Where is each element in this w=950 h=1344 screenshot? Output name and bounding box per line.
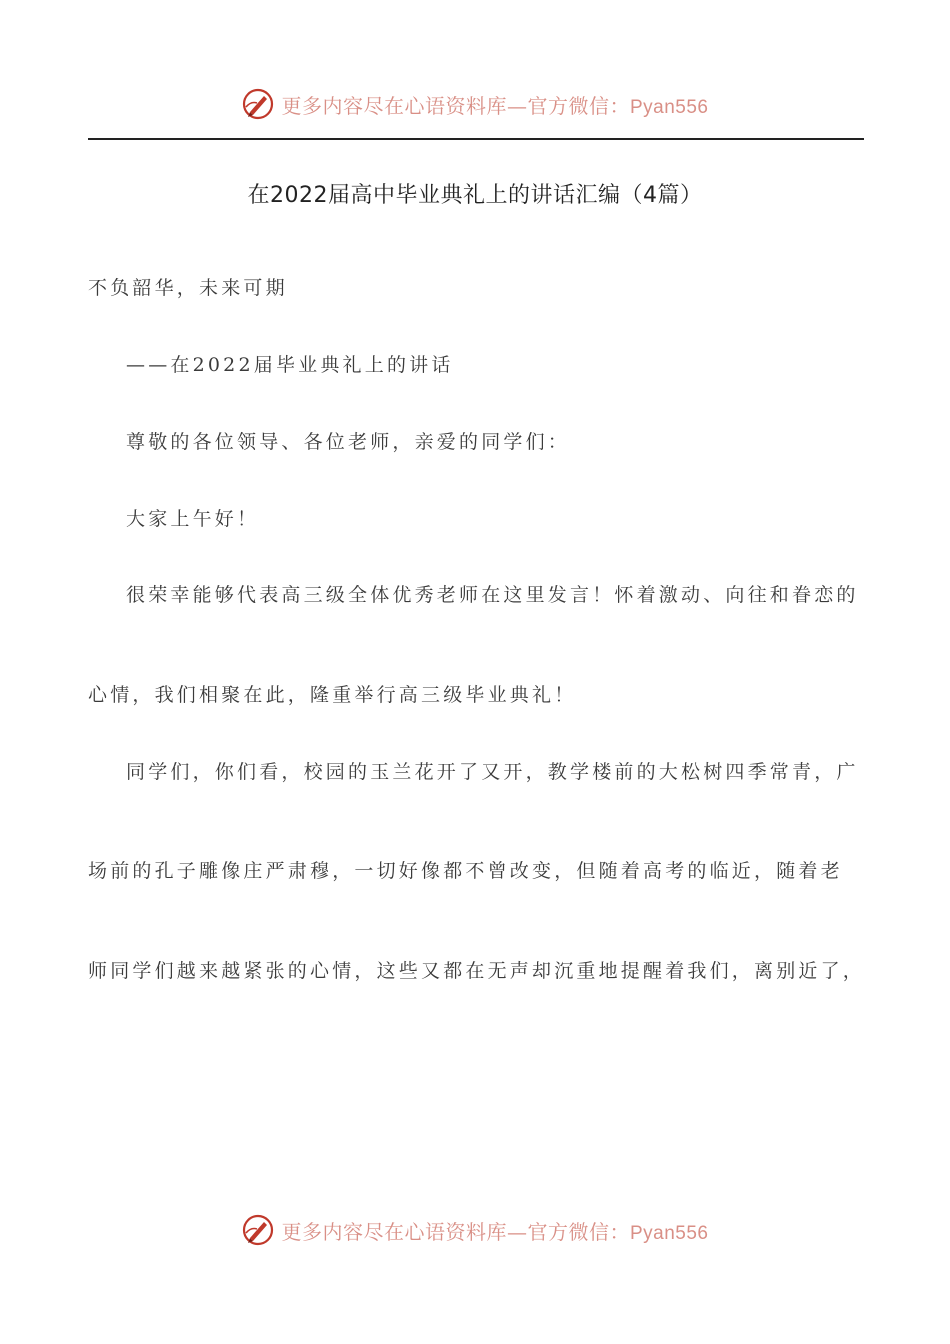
- watermark-banner-top: [0, 84, 950, 124]
- greeting: 大家上午好！: [126, 508, 260, 530]
- pen-logo-icon: [241, 87, 275, 121]
- watermark-label: 更多内容尽在心语资料库—官方微信：: [281, 93, 630, 118]
- speech-title: 不负韶华，未来可期: [88, 277, 288, 299]
- watermark-banner-bottom: [0, 1210, 950, 1250]
- paragraph-line: 很荣幸能够代表高三级全体优秀老师在这里发言！怀着激动、向往和眷恋的: [126, 584, 859, 606]
- paragraph-line: 同学们，你们看，校园的玉兰花开了又开，教学楼前的大松树四季常青，广: [126, 761, 859, 783]
- wechat-id: Pyan556: [629, 1222, 709, 1244]
- header-divider: [88, 138, 864, 140]
- speech-subtitle: ——在2022届毕业典礼上的讲话: [126, 354, 454, 376]
- paragraph-line: 心情，我们相聚在此，隆重举行高三级毕业典礼！: [88, 684, 577, 706]
- paragraph-line: 师同学们越来越紧张的心情，这些又都在无声却沉重地提醒着我们，离别近了，: [88, 960, 866, 982]
- watermark-text: [281, 1216, 708, 1245]
- pen-logo-icon: [241, 1213, 275, 1247]
- watermark-text: [281, 90, 708, 119]
- paragraph-line: 场前的孔子雕像庄严肃穆，一切好像都不曾改变，但随着高考的临近，随着老: [88, 860, 843, 882]
- salutation: 尊敬的各位领导、各位老师，亲爱的同学们：: [126, 431, 571, 453]
- watermark-content: [241, 87, 708, 121]
- watermark-content: [241, 1213, 708, 1247]
- watermark-label: 更多内容尽在心语资料库—官方微信：: [281, 1219, 630, 1244]
- wechat-id: Pyan556: [629, 96, 709, 118]
- document-title: 在2022届高中毕业典礼上的讲话汇编（4篇）: [247, 183, 703, 208]
